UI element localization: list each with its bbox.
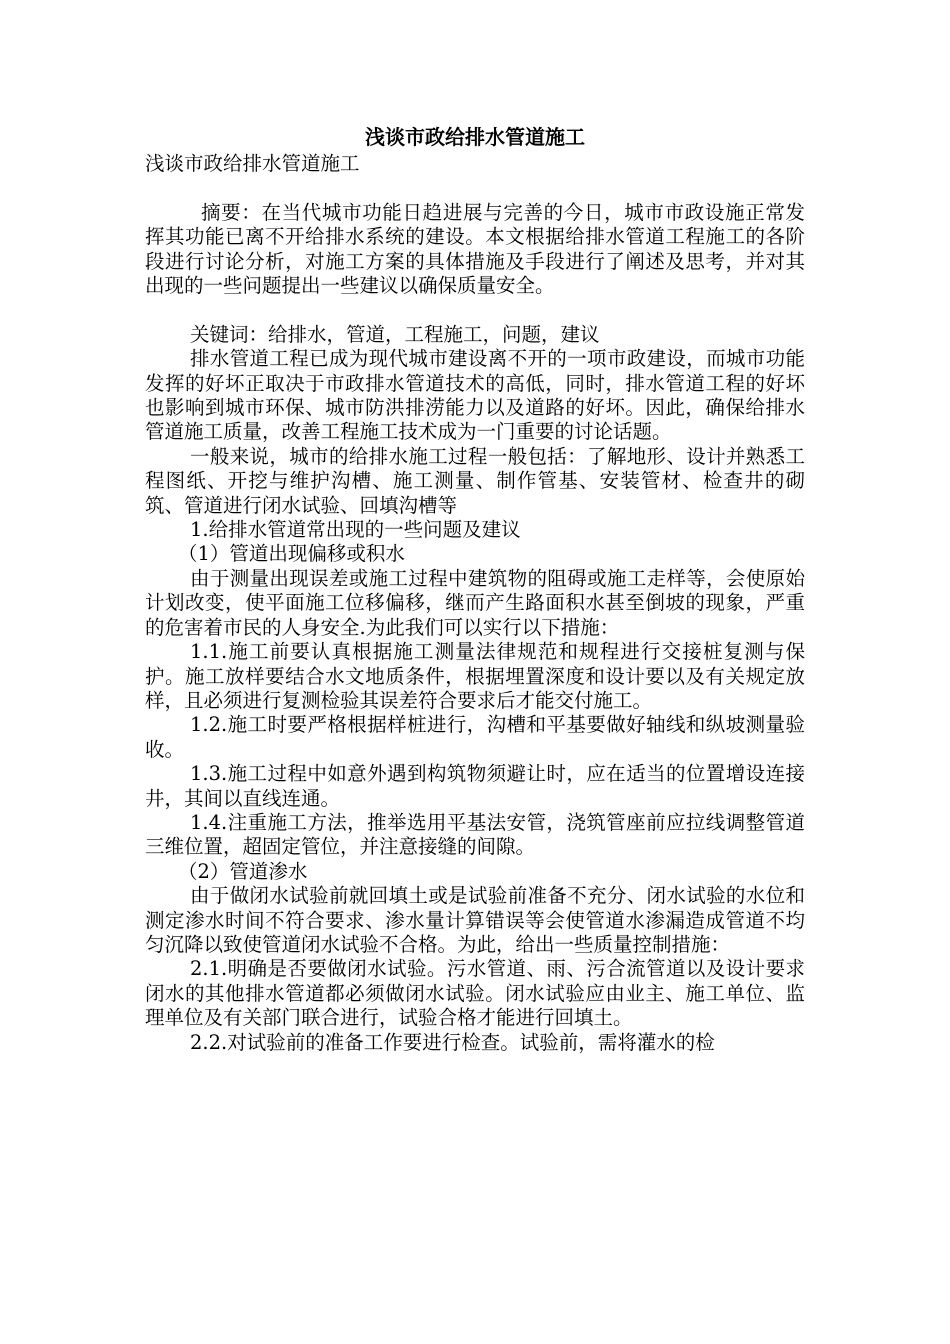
- subsection-heading-1: （1）管道出现偏移或积水: [178, 542, 405, 566]
- subsection-heading-2: （2）管道渗水: [178, 859, 308, 883]
- list-item-1-1: 1.1.施工前要认真根据施工测量法律规范和规程进行交接桩复测与保护。施工放样要结合水文地质条件，根据埋置深度和设计要以及有关规定放样，且必须进行复测检验其误差符合要求后才能交付施工。: [145, 640, 805, 712]
- section-heading-1: 1.给排水管道常出现的一些问题及建议: [190, 518, 521, 542]
- intro-paragraph-2: 一般来说，城市的给排水施工过程一般包括：了解地形、设计并熟悉工程图纸、开挖与维护沟槽、施工测量、制作管基、安装管材、检查井的砌筑、管道进行闭水试验、回填沟槽等: [145, 444, 805, 517]
- list-item-1-3: 1.3.施工过程中如意外遇到构筑物须避让时，应在适当的位置增设连接井，其间以直线连通。: [145, 762, 805, 810]
- blank-line: [145, 298, 805, 322]
- blank-line: [145, 176, 805, 200]
- subsection-2-paragraph: 由于做闭水试验前就回填土或是试验前准备不充分、闭水试验的水位和测定渗水时间不符合要求、渗水量计算错误等会使管道水渗漏造成管道不均匀沉降以致使管道闭水试验不合格。为此，给出一些质量控制措施：: [145, 884, 805, 956]
- keywords-line: 关键词：给排水，管道，工程施工，问题，建议: [190, 322, 600, 346]
- document-title: 浅谈市政给排水管道施工: [365, 125, 585, 149]
- intro-paragraph-1: 排水管道工程已成为现代城市建设离不开的一项市政建设，而城市功能发挥的好坏正取决于市政排水管道技术的高低，同时，排水管道工程的好坏也影响到城市环保、城市防洪排涝能力以及道路的好坏。因此，确保给排水管道施工质量，改善工程施工技术成为一门重要的讨论话题。: [145, 347, 805, 444]
- abstract-paragraph: 摘要：在当代城市功能日趋进展与完善的今日，城市市政设施正常发挥其功能已离不开给排水系统的建设。本文根据给排水管道工程施工的各阶段进行讨论分析，对施工方案的具体措施及手段进行了阐述及思考，并对其出现的一些问题提出一些建议以确保质量安全。: [145, 200, 805, 298]
- list-item-1-4: 1.4.注重施工方法，推举选用平基法安管，浇筑管座前应拉线调整管道三维位置，超固定管位，并注意接缝的间隙。: [145, 810, 805, 859]
- subsection-1-paragraph: 由于测量出现误差或施工过程中建筑物的阻碍或施工走样等，会使原始计划改变，使平面施工位移偏移，继而产生路面积水甚至倒坡的现象，严重的危害着市民的人身安全.为此我们可以实行以下措施：: [145, 566, 805, 639]
- document-subtitle: 浅谈市政给排水管道施工: [145, 152, 360, 175]
- list-item-2-2: 2.2.对试验前的准备工作要进行检查。试验前，需将灌水的检: [190, 1030, 715, 1054]
- list-item-1-2: 1.2.施工时要严格根据样桩进行，沟槽和平基要做好轴线和纵坡测量验收。: [145, 713, 805, 761]
- list-item-2-1: 2.1.明确是否要做闭水试验。污水管道、雨、污合流管道以及设计要求闭水的其他排水管道都必须做闭水试验。闭水试验应由业主、施工单位、监理单位及有关部门联合进行，试验合格才能进行回填土。: [145, 957, 805, 1030]
- document-page: [145, 122, 805, 1055]
